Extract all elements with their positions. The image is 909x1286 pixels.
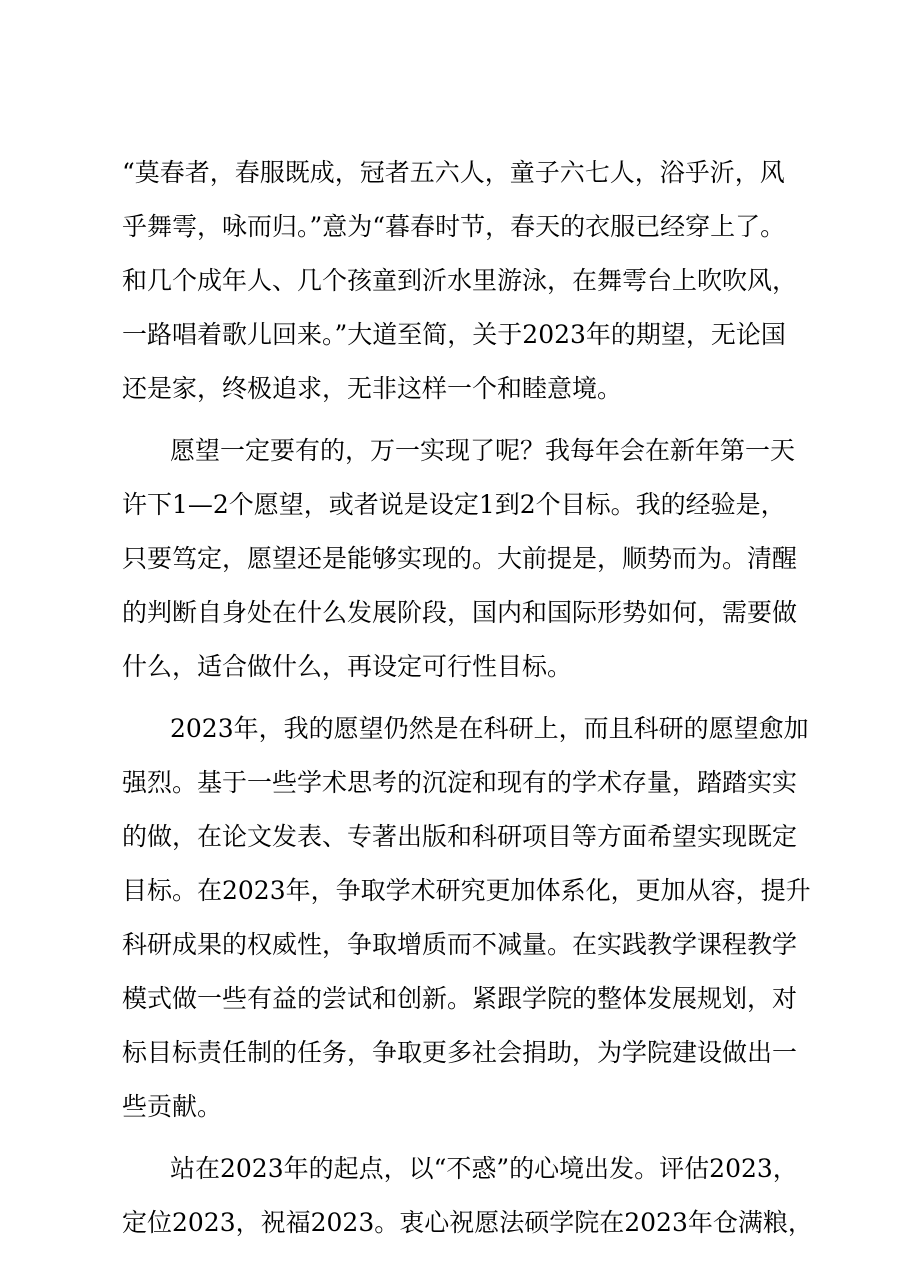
text-line: 许下1—2个愿望，或者说是设定1到2个目标。我的经验是，: [122, 490, 786, 519]
text-line: 还是家，终极追求，无非这样一个和睦意境。: [122, 374, 623, 403]
text-line: 站在2023年的起点，以“不惑”的心境出发。评估2023，: [170, 1154, 798, 1183]
text-line: 的做，在论文发表、专著出版和科研项目等方面希望实现既定: [122, 822, 798, 851]
text-line: 愿望一定要有的，万一实现了呢？我每年会在新年第一天: [170, 436, 796, 465]
text-line: 只要笃定，愿望还是能够实现的。大前提是，顺势而为。清醒: [122, 544, 798, 573]
text-line: 模式做一些有益的尝试和创新。紧跟学院的整体发展规划，对: [122, 984, 798, 1013]
text-line: 什么，适合做什么，再设定可行性目标。: [122, 652, 573, 681]
text-line: 目标。在2023年，争取学术研究更加体系化，更加从容，提升: [122, 876, 811, 905]
text-line: 标目标责任制的任务，争取更多社会捐助，为学院建设做出一: [122, 1038, 798, 1067]
text-line: 一路唱着歌儿回来。”大道至简，关于2023年的期望，无论国: [122, 320, 786, 349]
text-line: 2023年，我的愿望仍然是在科研上，而且科研的愿望愈加: [170, 714, 809, 743]
text-line: 强烈。基于一些学术思考的沉淀和现有的学术存量，踏踏实实: [122, 768, 798, 797]
text-line: 些贡献。: [122, 1092, 223, 1121]
document-body: [122, 146, 812, 1250]
text-line: 定位2023，祝福2023。衷心祝愿法硕学院在2023年仓满粮，: [122, 1208, 813, 1237]
paragraph-gap: [122, 416, 812, 424]
text-line: 和几个成年人、几个孩童到沂水里游泳，在舞雩台上吹吹风，: [122, 266, 798, 295]
paragraph-gap: [122, 1134, 812, 1142]
text-line: 乎舞雩，咏而归。”意为“暮春时节，春天的衣服已经穿上了。: [122, 212, 786, 241]
paragraph-gap: [122, 694, 812, 702]
text-line: 的判断自身处在什么发展阶段，国内和国际形势如何，需要做: [122, 598, 798, 627]
text-line: “莫春者，春服既成，冠者五六人，童子六七人，浴乎沂，风: [122, 158, 785, 187]
text-line: 科研成果的权威性，争取增质而不减量。在实践教学课程教学: [122, 930, 798, 959]
